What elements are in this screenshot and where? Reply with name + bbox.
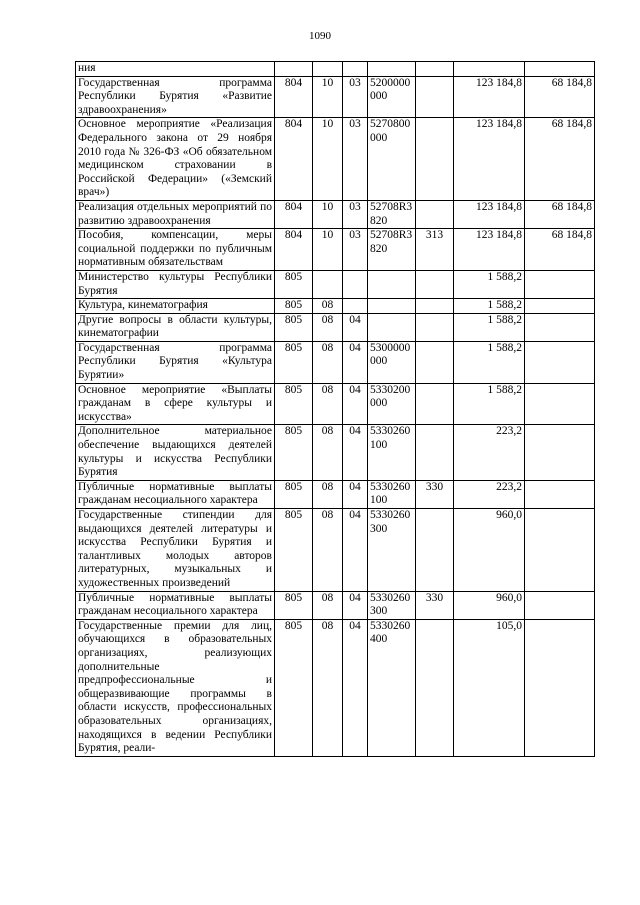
table-row [76,270,595,298]
target-article-cell: 5330260100 [368,425,416,480]
item-name-cell: ния [76,62,275,77]
amount-first-cell: 123 184,8 [454,200,525,228]
target-article-cell [368,270,416,298]
ministry-code-cell: 804 [275,76,313,118]
section-code-cell: 10 [313,76,343,118]
ministry-code-cell: 805 [275,299,313,314]
table-row [76,425,595,480]
table-row [76,480,595,508]
budget-table [75,61,595,757]
target-article-cell: 5330260300 [368,591,416,619]
section-code-cell: 10 [313,229,343,271]
subsection-code-cell: 03 [343,229,368,271]
subsection-code-cell [343,270,368,298]
expense-type-cell [416,313,454,341]
amount-first-cell: 105,0 [454,619,525,756]
expense-type-cell [416,118,454,201]
amount-first-cell: 1 588,2 [454,270,525,298]
table-row [76,200,595,228]
amount-second-cell: 68 184,8 [525,118,595,201]
target-article-cell: 52708R3820 [368,229,416,271]
amount-second-cell [525,619,595,756]
table-row [76,341,595,383]
expense-type-cell [416,76,454,118]
subsection-code-cell: 04 [343,383,368,425]
amount-first-cell: 960,0 [454,509,525,592]
expense-type-cell [416,619,454,756]
ministry-code-cell: 805 [275,313,313,341]
item-name-cell: Культура, кинематография [76,299,275,314]
subsection-code-cell [343,299,368,314]
amount-first-cell: 1 588,2 [454,341,525,383]
amount-second-cell [525,383,595,425]
ministry-code-cell: 804 [275,229,313,271]
amount-first-cell: 1 588,2 [454,299,525,314]
amount-second-cell [525,313,595,341]
ministry-code-cell: 805 [275,383,313,425]
section-code-cell: 08 [313,480,343,508]
amount-second-cell [525,480,595,508]
ministry-code-cell: 804 [275,200,313,228]
item-name-cell: Государственная программа Республики Бурятия «Развитие здравоохранения» [76,76,275,118]
ministry-code-cell: 805 [275,480,313,508]
target-article-cell: 5270800000 [368,118,416,201]
section-code-cell: 08 [313,341,343,383]
table-row [76,299,595,314]
amount-second-cell [525,591,595,619]
ministry-code-cell: 805 [275,591,313,619]
amount-first-cell: 123 184,8 [454,118,525,201]
amount-second-cell: 68 184,8 [525,76,595,118]
item-name-cell: Дополнительное материальное обеспечение выдающихся деятелей культуры и искусства Республики Бурятия [76,425,275,480]
table-row [76,62,595,77]
table-row [76,383,595,425]
table-row [76,118,595,201]
subsection-code-cell: 04 [343,591,368,619]
section-code-cell: 08 [313,299,343,314]
amount-second-cell [525,509,595,592]
table-row [76,76,595,118]
item-name-cell: Государственная программа Республики Бурятия «Культура Бурятии» [76,341,275,383]
amount-second-cell: 68 184,8 [525,229,595,271]
item-name-cell: Реализация отдельных мероприятий по развитию здравоохранения [76,200,275,228]
subsection-code-cell: 04 [343,619,368,756]
item-name-cell: Публичные нормативные выплаты гражданам несоциального характера [76,591,275,619]
table-row [76,229,595,271]
expense-type-cell: 330 [416,591,454,619]
target-article-cell: 5300000000 [368,341,416,383]
amount-first-cell: 223,2 [454,425,525,480]
ministry-code-cell: 805 [275,509,313,592]
section-code-cell [313,62,343,77]
expense-type-cell: 330 [416,480,454,508]
amount-second-cell [525,270,595,298]
item-name-cell: Основное мероприятие «Выплаты гражданам в сфере культуры и искусства» [76,383,275,425]
subsection-code-cell: 03 [343,200,368,228]
target-article-cell [368,299,416,314]
target-article-cell: 5330260300 [368,509,416,592]
expense-type-cell [416,383,454,425]
expense-type-cell [416,509,454,592]
expense-type-cell [416,425,454,480]
expense-type-cell [416,200,454,228]
target-article-cell [368,313,416,341]
amount-first-cell [454,62,525,77]
subsection-code-cell: 04 [343,341,368,383]
target-article-cell: 5200000000 [368,76,416,118]
table-body [76,62,595,757]
table-row [76,619,595,756]
page-number: 1090 [309,30,331,42]
item-name-cell: Основное мероприятие «Реализация Федерального закона от 29 ноября 2010 года № 326-ФЗ «Об обязательном медицинском страховании в Российской Федерации» («Земский врач») [76,118,275,201]
section-code-cell: 08 [313,591,343,619]
table-row [76,313,595,341]
amount-second-cell [525,341,595,383]
expense-type-cell: 313 [416,229,454,271]
section-code-cell: 10 [313,200,343,228]
target-article-cell: 5330260100 [368,480,416,508]
amount-first-cell: 223,2 [454,480,525,508]
item-name-cell: Государственные премии для лиц, обучающихся в образовательных организациях, реализующих дополнительные предпрофессиональные и общеразвивающие программы в области искусств, профессиональных образовательных организациях, находящихся в ведении Республики Бурятия, реали- [76,619,275,756]
table-row [76,509,595,592]
subsection-code-cell: 03 [343,76,368,118]
expense-type-cell [416,299,454,314]
subsection-code-cell: 03 [343,118,368,201]
item-name-cell: Государственные стипендии для выдающихся деятелей литературы и искусства Республики Бурятия и талантливых молодых авторов литературных, музыкальных и художественных произведений [76,509,275,592]
amount-second-cell [525,425,595,480]
subsection-code-cell: 04 [343,509,368,592]
amount-second-cell [525,299,595,314]
ministry-code-cell: 805 [275,270,313,298]
subsection-code-cell [343,62,368,77]
section-code-cell: 08 [313,425,343,480]
table-row [76,591,595,619]
section-code-cell: 10 [313,118,343,201]
amount-first-cell: 960,0 [454,591,525,619]
subsection-code-cell: 04 [343,480,368,508]
target-article-cell: 52708R3820 [368,200,416,228]
section-code-cell: 08 [313,313,343,341]
section-code-cell [313,270,343,298]
expense-type-cell [416,270,454,298]
target-article-cell: 5330260400 [368,619,416,756]
expense-type-cell [416,62,454,77]
amount-second-cell: 68 184,8 [525,200,595,228]
ministry-code-cell: 804 [275,118,313,201]
item-name-cell: Пособия, компенсации, меры социальной поддержки по публичным нормативным обязательствам [76,229,275,271]
section-code-cell: 08 [313,383,343,425]
amount-second-cell [525,62,595,77]
subsection-code-cell: 04 [343,425,368,480]
amount-first-cell: 1 588,2 [454,383,525,425]
item-name-cell: Публичные нормативные выплаты гражданам несоциального характера [76,480,275,508]
target-article-cell: 5330200000 [368,383,416,425]
ministry-code-cell [275,62,313,77]
item-name-cell: Министерство культуры Республики Бурятия [76,270,275,298]
item-name-cell: Другие вопросы в области культуры, кинематографии [76,313,275,341]
ministry-code-cell: 805 [275,619,313,756]
section-code-cell: 08 [313,509,343,592]
expense-type-cell [416,341,454,383]
ministry-code-cell: 805 [275,425,313,480]
section-code-cell: 08 [313,619,343,756]
amount-first-cell: 123 184,8 [454,229,525,271]
subsection-code-cell: 04 [343,313,368,341]
ministry-code-cell: 805 [275,341,313,383]
amount-first-cell: 1 588,2 [454,313,525,341]
target-article-cell [368,62,416,77]
amount-first-cell: 123 184,8 [454,76,525,118]
